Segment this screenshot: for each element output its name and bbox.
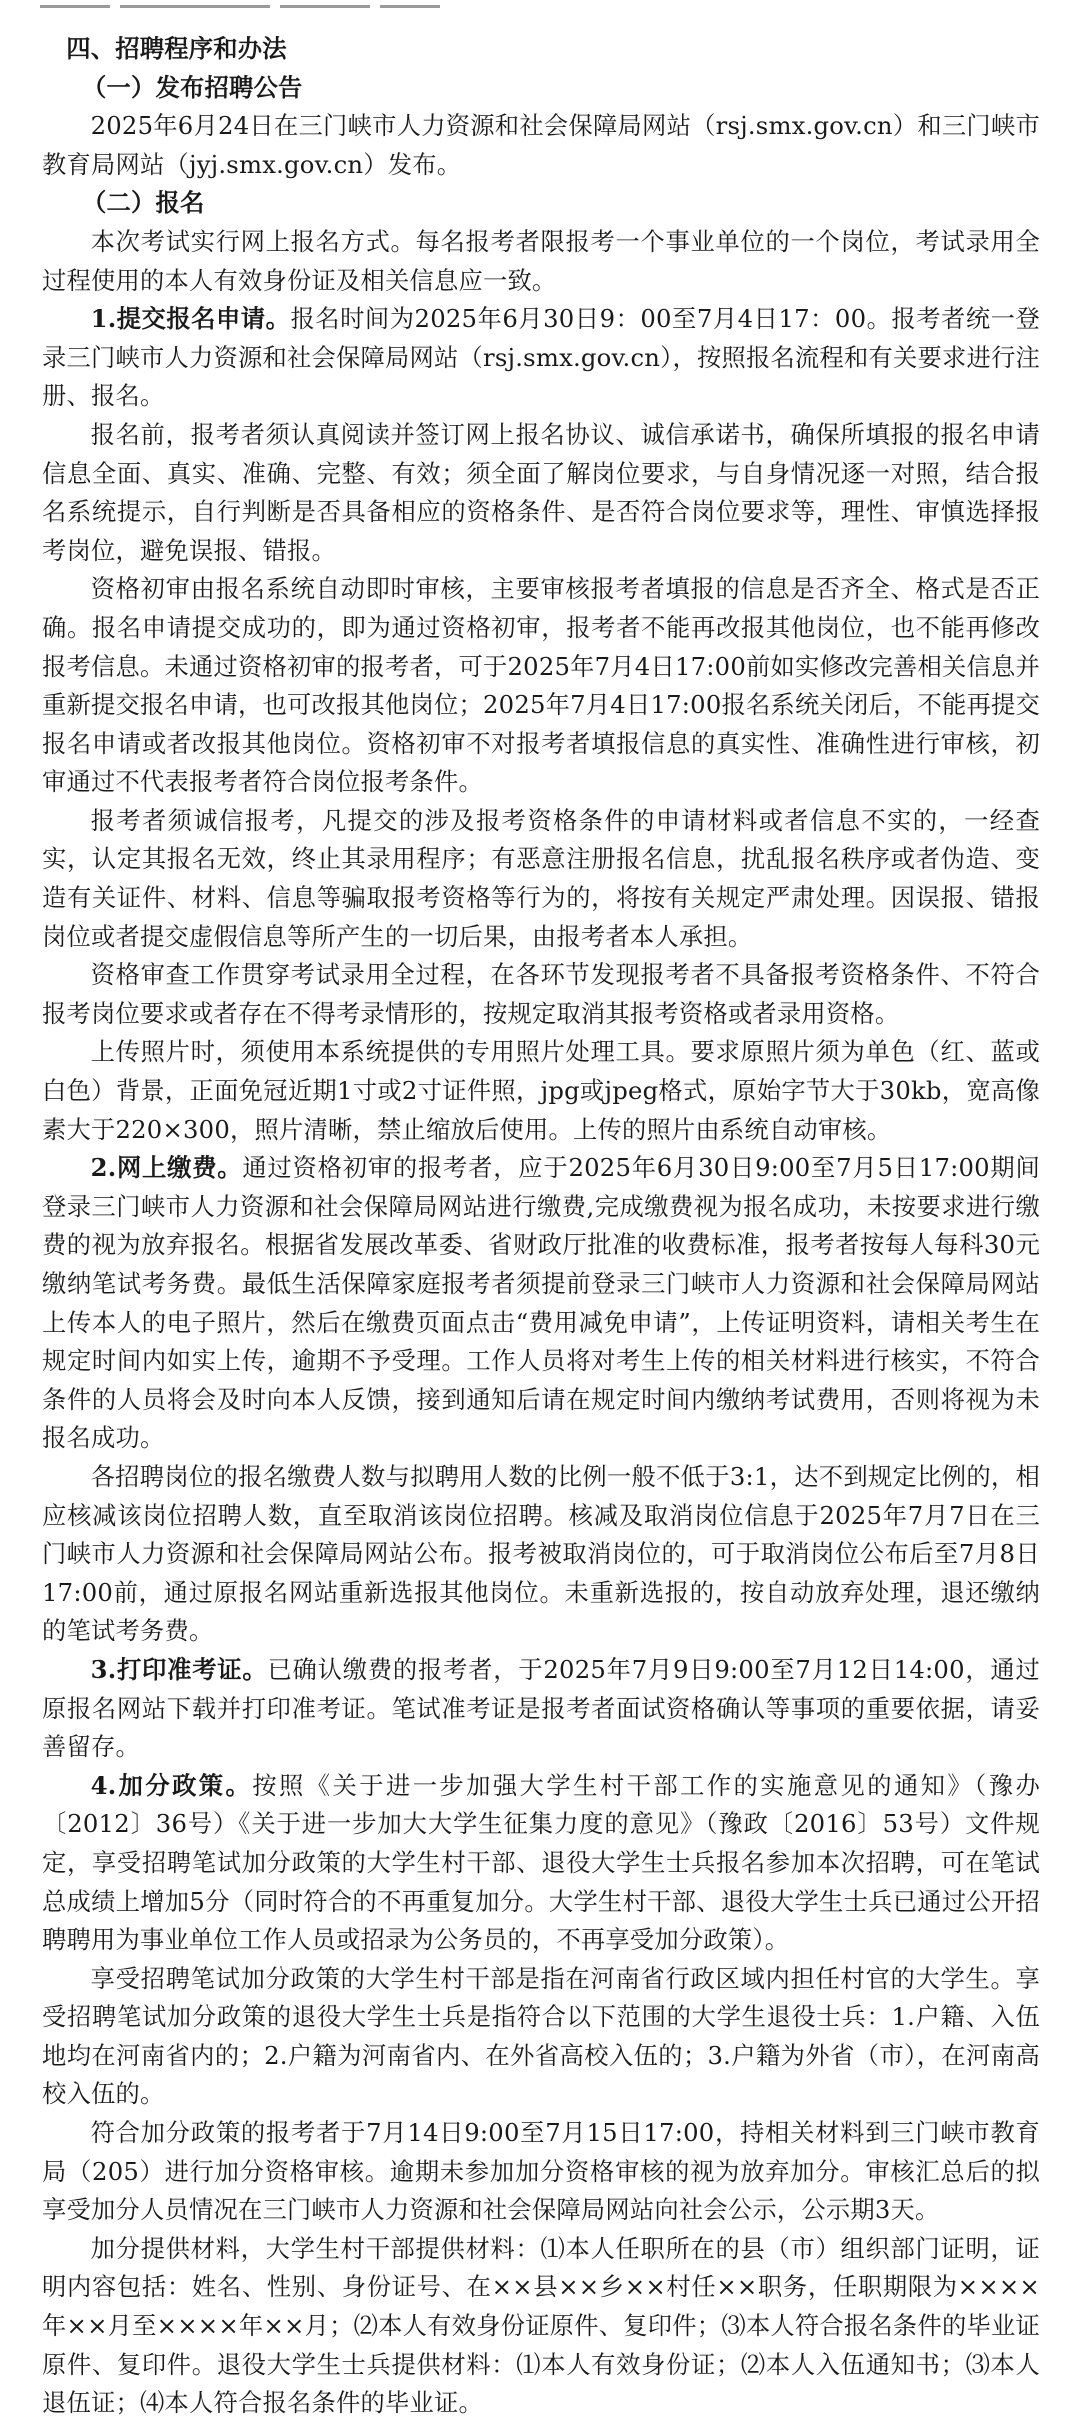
- item-1-text: 报名时间为2025年6月30日9：00至7月4日17：00。报考者统一登录三门峡市人力资源和社会保障局网站（rsj.smx.gov.cn），按照报名流程和有关要求进行注册、报名。: [42, 304, 1040, 411]
- subsection-2-heading: （二）报名: [82, 188, 205, 218]
- item-1-paragraph-4: 报考者须诚信报考，凡提交的涉及报考资格条件的申请材料或者信息不实的，一经查实，认定其报名无效，终止其录用程序；有恶意注册报名信息，扰乱报名秩序或者伪造、变造有关证件、材料、信息等骗取报考资格等行为的，将按有关规定严肃处理。因误报、错报岗位或者提交虚假信息等所产生的一切后果，由报考者本人承担。: [42, 805, 1040, 951]
- item-2-paragraph: [42, 1149, 1040, 1458]
- item-3-paragraph: [42, 1651, 1040, 1767]
- item-2-lead: 2.网上缴费。: [90, 1153, 243, 1183]
- item-4-paragraph-4: 加分提供材料，大学生村干部提供材料：⑴本人任职所在的县（市）组织部门证明，证明内容包括：姓名、性别、身份证号、在××县××乡××村任××职务，任职期限为××××年××月至××××年××月；⑵本人有效身份证原件、复印件；⑶本人符合报名条件的毕业证原件、复印件。退役大学生士兵提供材料：⑴本人有效身份证；⑵本人入伍通知书；⑶本人退伍证；⑷本人符合报名条件的毕业证。: [42, 2233, 1040, 2418]
- item-1-paragraph-5: 资格审查工作贯穿考试录用全过程，在各环节发现报考者不具备报考资格条件、不符合报考岗位要求或者存在不得考录情形的，按规定取消其报考资格或者录用资格。: [42, 960, 1040, 1028]
- cropped-top-line: [40, 0, 460, 10]
- item-1-paragraph: [42, 300, 1040, 416]
- item-1-paragraph-3: 资格初审由报名系统自动即时审核，主要审核报考者填报的信息是否齐全、格式是否正确。报名申请提交成功的，即为通过资格初审，报考者不能再改报其他岗位，也不能再修改报考信息。未通过资格初审的报考者，可于2025年7月4日17:00前如实修改完善相关信息并重新提交报名申请，也可改报其他岗位；2025年7月4日17:00报名系统关闭后，不能再提交报名申请或者改报其他岗位。资格初审不对报考者填报信息的真实性、准确性进行审核，初审通过不代表报考者符合岗位报考条件。: [42, 574, 1040, 797]
- subsection-1-heading: （一）发布招聘公告: [82, 72, 303, 102]
- item-4-text: 按照《关于进一步加强大学生村干部工作的实施意见的通知》（豫办〔2012〕36号）《关于进一步加大大学生征集力度的意见》（豫政〔2016〕53号）文件规定，享受招聘笔试加分政策的大学生村干部、退役大学生士兵报名参加本次招聘，可在笔试总成绩上增加5分（同时符合的不再重复加分。大学生村干部、退役大学生士兵已通过公开招聘聘用为事业单位工作人员或招录为公务员的，不再享受加分政策）。: [42, 1770, 1040, 1955]
- item-4-paragraph: [42, 1767, 1040, 1960]
- subsection-2-intro: 本次考试实行网上报名方式。每名报考者限报考一个事业单位的一个岗位，考试录用全过程使用的本人有效身份证及相关信息应一致。: [42, 226, 1040, 295]
- item-2-text: 通过资格初审的报考者，应于2025年6月30日9:00至7月5日17:00期间登录三门峡市人力资源和社会保障局网站进行缴费,完成缴费视为报名成功，未按要求进行缴费的视为放弃报名。根据省发展改革委、省财政厅批准的收费标准，报考者按每人每科30元缴纳笔试考务费。最低生活保障家庭报考者须提前登录三门峡市人力资源和社会保障局网站上传本人的电子照片，然后在缴费页面点击“费用减免申请”，上传证明资料，请相关考生在规定时间内如实上传，逾期不予受理。工作人员将对考生上传的相关材料进行核实，不符合条件的人员将会及时向本人反馈，接到通知后请在规定时间内缴纳考试费用，否则将视为未报名成功。: [42, 1153, 1040, 1453]
- item-4-paragraph-3: 符合加分政策的报考者于7月14日9:00至7月15日17:00，持相关材料到三门峡市教育局（205）进行加分资格审核。逾期未参加加分资格审核的视为放弃加分。审核汇总后的拟享受加分人员情况在三门峡市人力资源和社会保障局网站向社会公示，公示期3天。: [42, 2118, 1040, 2225]
- subsection-1-paragraph: 2025年6月24日在三门峡市人力资源和社会保障局网站（rsj.smx.gov.cn）和三门峡市教育局网站（jyj.smx.gov.cn）发布。: [42, 111, 1040, 179]
- item-3-lead: 3.打印准考证。: [90, 1654, 268, 1684]
- item-1-paragraph-2: 报名前，报考者须认真阅读并签订网上报名协议、诚信承诺书，确保所填报的报名申请信息全面、真实、准确、完整、有效；须全面了解岗位要求，与自身情况逐一对照，结合报名系统提示，自行判断是否具备相应的资格条件、是否符合岗位要求等，理性、审慎选择报考岗位，避免误报、错报。: [42, 419, 1040, 565]
- item-4-paragraph-2: 享受招聘笔试加分政策的大学生村干部是指在河南省行政区域内担任村官的大学生。享受招聘笔试加分政策的退役大学生士兵是指符合以下范围的大学生退役士兵：1.户籍、入伍地均在河南省内的；2.户籍为河南省内、在外省高校入伍的；3.户籍为外省（市），在河南高校入伍的。: [42, 1963, 1040, 2109]
- item-2-paragraph-2: 各招聘岗位的报名缴费人数与拟聘用人数的比例一般不低于3:1，达不到规定比例的，相应核减该岗位招聘人数，直至取消该岗位招聘。核减及取消岗位信息于2025年7月7日在三门峡市人力资源和社会保障局网站公布。报考被取消岗位的，可于取消岗位公布后至7月8日17:00前，通过原报名网站重新选报其他岗位。未重新选报的，按自动放弃处理，退还缴纳的笔试考务费。: [42, 1461, 1040, 1646]
- section-heading: 四、招聘程序和办法: [66, 34, 287, 63]
- item-4-lead: 4.加分政策。: [90, 1770, 253, 1800]
- item-3-text: 已确认缴费的报考者，于2025年7月9日9:00至7月12日14:00，通过原报名网站下载并打印准考证。笔试准考证是报考者面试资格确认等事项的重要依据，请妥善留存。: [42, 1654, 1041, 1762]
- item-1-lead: 1.提交报名申请。: [90, 304, 291, 334]
- item-1-paragraph-6: 上传照片时，须使用本系统提供的专用照片处理工具。要求原照片须为单色（红、蓝或白色）背景，正面免冠近期1寸或2寸证件照，jpg或jpeg格式，原始字节大于30kb，宽高像素大于220×300，照片清晰，禁止缩放后使用。上传的照片由系统自动审核。: [42, 1037, 1040, 1144]
